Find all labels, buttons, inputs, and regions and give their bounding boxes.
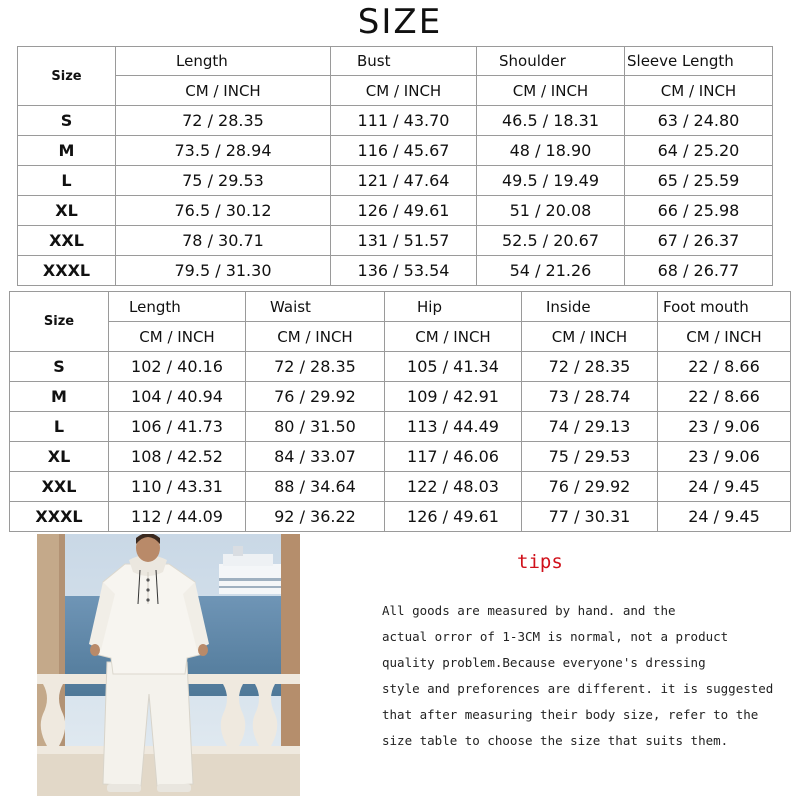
- size-column-header: Size: [10, 292, 109, 352]
- table-row: [10, 442, 791, 472]
- table-cell: 111 / 43.70: [331, 106, 477, 136]
- table-cell: 66 / 25.98: [625, 196, 773, 226]
- table-cell: 63 / 24.80: [625, 106, 773, 136]
- table-cell: 54 / 21.26: [477, 256, 625, 286]
- unit-label: CM / INCH: [658, 322, 791, 352]
- table-cell: 22 / 8.66: [658, 382, 791, 412]
- size-column-header: Size: [18, 47, 116, 106]
- table-cell: 106 / 41.73: [109, 412, 246, 442]
- table-row: [10, 472, 791, 502]
- table-cell: 126 / 49.61: [385, 502, 522, 532]
- unit-label: CM / INCH: [109, 322, 246, 352]
- table-cell: 109 / 42.91: [385, 382, 522, 412]
- column-header: Sleeve Length: [625, 47, 773, 76]
- table-cell: 46.5 / 18.31: [477, 106, 625, 136]
- table-cell: 113 / 44.49: [385, 412, 522, 442]
- table-row: [18, 196, 773, 226]
- table-unit-row: [18, 76, 773, 106]
- table-cell: 77 / 30.31: [522, 502, 658, 532]
- table-cell: 75 / 29.53: [522, 442, 658, 472]
- unit-label: CM / INCH: [385, 322, 522, 352]
- table-cell: 74 / 29.13: [522, 412, 658, 442]
- tips-title: tips: [517, 551, 563, 573]
- size-cell: XL: [18, 196, 116, 226]
- table-cell: 131 / 51.57: [331, 226, 477, 256]
- table-cell: 75 / 29.53: [116, 166, 331, 196]
- size-cell: L: [10, 412, 109, 442]
- size-cell: S: [18, 106, 116, 136]
- table-cell: 104 / 40.94: [109, 382, 246, 412]
- unit-label: CM / INCH: [625, 76, 773, 106]
- table-row: [10, 352, 791, 382]
- table-cell: 65 / 25.59: [625, 166, 773, 196]
- top-size-table: [17, 46, 773, 286]
- table-row: [10, 412, 791, 442]
- table-cell: 88 / 34.64: [246, 472, 385, 502]
- tips-line: quality problem.Because everyone's dressing: [382, 655, 706, 670]
- size-cell: L: [18, 166, 116, 196]
- tips-line: actual orror of 1-3CM is normal, not a product: [382, 629, 729, 644]
- table-cell: 92 / 36.22: [246, 502, 385, 532]
- table-cell: 79.5 / 31.30: [116, 256, 331, 286]
- size-cell: XXL: [10, 472, 109, 502]
- column-header: Hip: [385, 292, 522, 322]
- table-row: [18, 256, 773, 286]
- table-cell: 24 / 9.45: [658, 472, 791, 502]
- bottom-size-table: [9, 291, 791, 532]
- table-cell: 24 / 9.45: [658, 502, 791, 532]
- column-header: Bust: [331, 47, 477, 76]
- size-cell: XXXL: [18, 256, 116, 286]
- table-cell: 72 / 28.35: [116, 106, 331, 136]
- unit-label: CM / INCH: [331, 76, 477, 106]
- table-cell: 108 / 42.52: [109, 442, 246, 472]
- table-cell: 68 / 26.77: [625, 256, 773, 286]
- table-cell: 49.5 / 19.49: [477, 166, 625, 196]
- table-cell: 23 / 9.06: [658, 412, 791, 442]
- table-cell: 112 / 44.09: [109, 502, 246, 532]
- tips-text: [382, 598, 792, 754]
- table-header-row: [10, 292, 791, 322]
- table-cell: 78 / 30.71: [116, 226, 331, 256]
- column-header: Inside: [522, 292, 658, 322]
- table-row: [10, 382, 791, 412]
- size-cell: S: [10, 352, 109, 382]
- table-cell: 76 / 29.92: [522, 472, 658, 502]
- table-cell: 76.5 / 30.12: [116, 196, 331, 226]
- table-cell: 48 / 18.90: [477, 136, 625, 166]
- size-cell: M: [18, 136, 116, 166]
- table-cell: 126 / 49.61: [331, 196, 477, 226]
- size-cell: M: [10, 382, 109, 412]
- table-header-row: [18, 47, 773, 76]
- table-cell: 22 / 8.66: [658, 352, 791, 382]
- table-cell: 73 / 28.74: [522, 382, 658, 412]
- table-cell: 80 / 31.50: [246, 412, 385, 442]
- table-cell: 51 / 20.08: [477, 196, 625, 226]
- unit-label: CM / INCH: [116, 76, 331, 106]
- product-photo: [37, 534, 300, 796]
- table-row: [18, 226, 773, 256]
- column-header: Shoulder: [477, 47, 625, 76]
- table-cell: 121 / 47.64: [331, 166, 477, 196]
- table-cell: 72 / 28.35: [522, 352, 658, 382]
- table-cell: 64 / 25.20: [625, 136, 773, 166]
- unit-label: CM / INCH: [522, 322, 658, 352]
- table-cell: 76 / 29.92: [246, 382, 385, 412]
- table-cell: 67 / 26.37: [625, 226, 773, 256]
- table-cell: 72 / 28.35: [246, 352, 385, 382]
- table-unit-row: [10, 322, 791, 352]
- table-cell: 117 / 46.06: [385, 442, 522, 472]
- size-cell: XXXL: [10, 502, 109, 532]
- size-cell: XXL: [18, 226, 116, 256]
- column-header: Foot mouth: [658, 292, 791, 322]
- unit-label: CM / INCH: [246, 322, 385, 352]
- table-cell: 102 / 40.16: [109, 352, 246, 382]
- page-title: SIZE: [357, 2, 443, 42]
- table-cell: 110 / 43.31: [109, 472, 246, 502]
- tips-line: size table to choose the size that suits them.: [382, 733, 729, 748]
- tips-line: All goods are measured by hand. and the: [382, 603, 676, 618]
- table-row: [18, 106, 773, 136]
- table-cell: 23 / 9.06: [658, 442, 791, 472]
- column-header: Waist: [246, 292, 385, 322]
- table-row: [10, 502, 791, 532]
- table-cell: 105 / 41.34: [385, 352, 522, 382]
- tips-line: that after measuring their body size, refer to the: [382, 707, 759, 722]
- unit-label: CM / INCH: [477, 76, 625, 106]
- table-cell: 84 / 33.07: [246, 442, 385, 472]
- table-cell: 52.5 / 20.67: [477, 226, 625, 256]
- size-cell: XL: [10, 442, 109, 472]
- table-row: [18, 136, 773, 166]
- table-cell: 136 / 53.54: [331, 256, 477, 286]
- table-cell: 116 / 45.67: [331, 136, 477, 166]
- column-header: Length: [109, 292, 246, 322]
- table-row: [18, 166, 773, 196]
- tips-line: style and preforences are different. it is suggested: [382, 681, 774, 696]
- column-header: Length: [116, 47, 331, 76]
- table-cell: 122 / 48.03: [385, 472, 522, 502]
- table-cell: 73.5 / 28.94: [116, 136, 331, 166]
